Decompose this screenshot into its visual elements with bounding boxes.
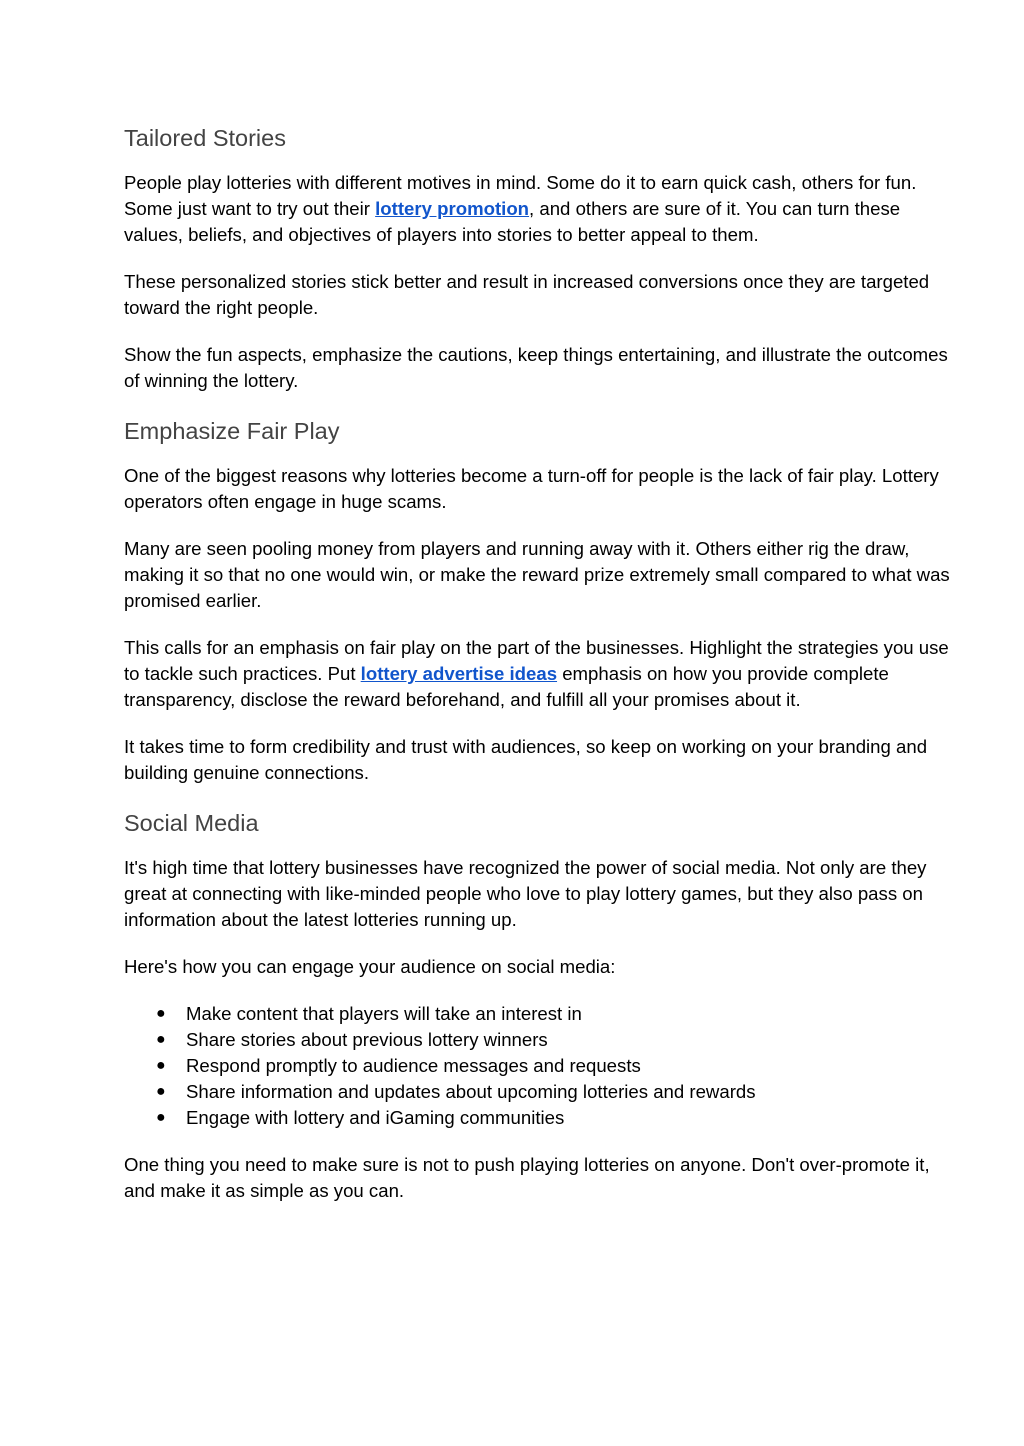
list-item: [124, 1105, 954, 1131]
list-item: [124, 1079, 954, 1105]
document-page: [124, 122, 954, 1225]
paragraph: Many are seen pooling money from players and running away with it. Others either rig the draw, making it so that no one would win, or make the reward prize extremely small compared to what was promised earlier.: [124, 538, 950, 611]
list-item-text: Share information and updates about upcoming lotteries and rewards: [186, 1081, 756, 1102]
heading-social-media: Social Media: [124, 810, 259, 836]
paragraph: [124, 635, 954, 713]
paragraph-text: People play lotteries with different motives in mind. Some do it to earn quick cash, others for fun. Some just want to try out their: [124, 172, 917, 219]
paragraph: Show the fun aspects, emphasize the cautions, keep things entertaining, and illustrate the outcomes of winning the lottery.: [124, 344, 948, 391]
paragraph: It's high time that lottery businesses have recognized the power of social media. Not only are they great at connecting with like-minded people who love to play lottery games, but they also pass on information about the latest lotteries running up.: [124, 857, 927, 930]
list-item-text: Make content that players will take an interest in: [186, 1003, 582, 1024]
bullet-icon: ●: [156, 1057, 166, 1074]
paragraph: It takes time to form credibility and trust with audiences, so keep on working on your branding and building genuine connections.: [124, 736, 928, 783]
heading-emphasize-fair-play: Emphasize Fair Play: [124, 418, 340, 444]
list-item: [124, 1001, 954, 1027]
paragraph: [124, 170, 954, 248]
bullet-icon: ●: [156, 1005, 166, 1022]
paragraph-text: emphasis on how you provide complete transparency, disclose the reward beforehand, and fulfill all your promises about it.: [124, 663, 889, 710]
bullet-icon: ●: [156, 1031, 166, 1048]
list-item-text: Engage with lottery and iGaming communities: [186, 1107, 565, 1128]
paragraph: One of the biggest reasons why lotteries become a turn-off for people is the lack of fair play. Lottery operators often engage in huge scams.: [124, 465, 939, 512]
list-item: [124, 1053, 954, 1079]
paragraph: Here's how you can engage your audience on social media:: [124, 956, 616, 977]
bullet-icon: ●: [156, 1109, 166, 1126]
lottery-advertise-ideas-link[interactable]: lottery advertise ideas: [360, 663, 558, 684]
paragraph: One thing you need to make sure is not to push playing lotteries on anyone. Don't over-promote it, and make it as simple as you can.: [124, 1154, 930, 1201]
heading-tailored-stories: Tailored Stories: [124, 125, 286, 151]
paragraph-text: This calls for an emphasis on fair play on the part of the businesses. Highlight the strategies you use to tackle such practices. Put: [124, 637, 949, 684]
lottery-promotion-link[interactable]: lottery promotion: [375, 198, 530, 219]
list-item: [124, 1027, 954, 1053]
list-item-text: Respond promptly to audience messages and requests: [186, 1055, 641, 1076]
list-item-text: Share stories about previous lottery winners: [186, 1029, 548, 1050]
paragraph: These personalized stories stick better and result in increased conversions once they are targeted toward the right people.: [124, 271, 930, 318]
paragraph-text: , and others are sure of it. You can turn these values, beliefs, and objectives of players into stories to better appeal to them.: [124, 198, 901, 245]
bullet-icon: ●: [156, 1083, 166, 1100]
bullet-list: [124, 1001, 954, 1131]
